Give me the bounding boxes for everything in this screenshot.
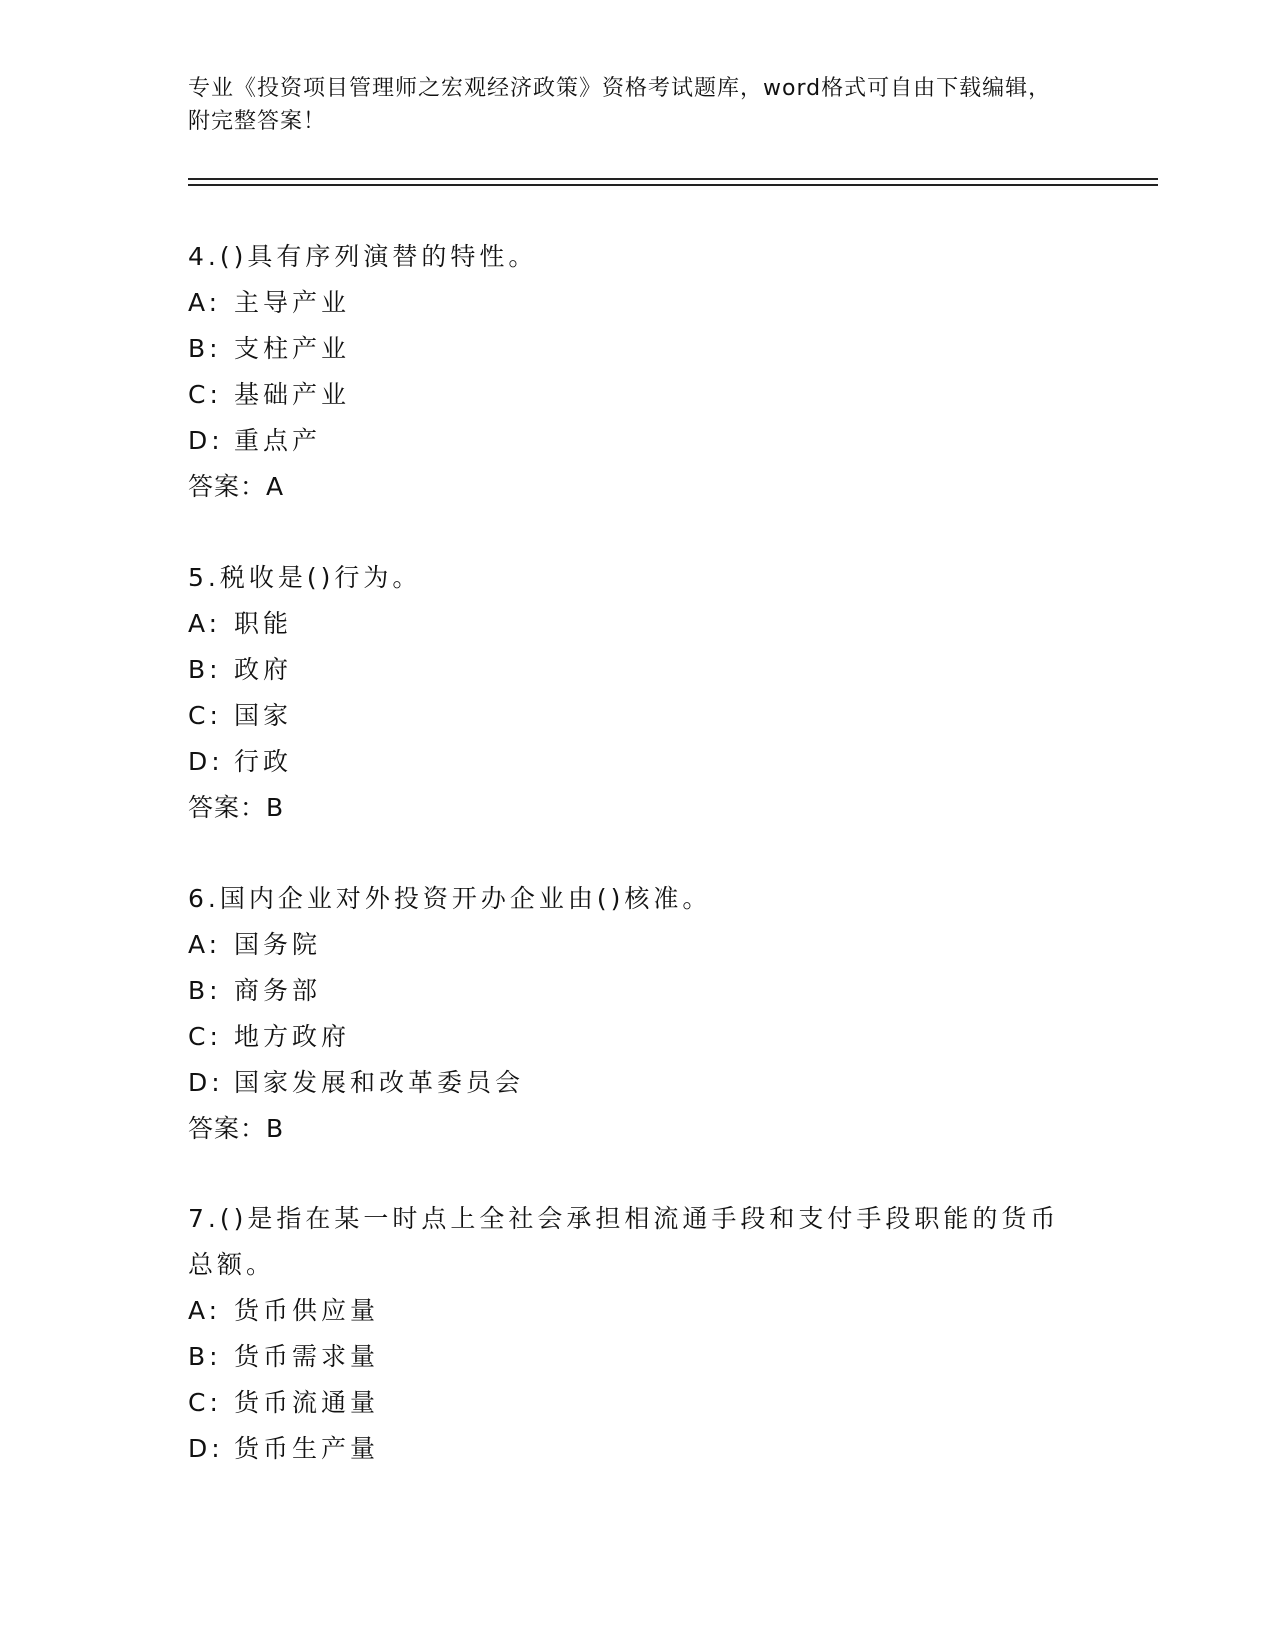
option-b (188, 647, 1068, 693)
answer-line: 答案：A (188, 472, 285, 501)
option-a (188, 280, 1068, 326)
option-text: 职能 (234, 609, 293, 638)
option-text: 重点产 (234, 426, 322, 455)
option-key: A: (188, 930, 222, 959)
option-d (188, 1426, 1068, 1472)
question-5 (188, 555, 1068, 831)
option-text: 货币需求量 (234, 1342, 380, 1371)
option-text: 国务院 (234, 930, 322, 959)
option-d (188, 418, 1068, 464)
answer-line: 答案：B (188, 793, 285, 822)
option-c (188, 1014, 1068, 1060)
option-text: 货币供应量 (234, 1296, 380, 1325)
option-text: 行政 (234, 747, 293, 776)
question-6 (188, 876, 1068, 1152)
option-text: 主导产业 (234, 288, 351, 317)
option-d (188, 1060, 1068, 1106)
question-7 (188, 1196, 1068, 1472)
option-key: B: (188, 655, 222, 684)
option-text: 地方政府 (234, 1022, 351, 1051)
option-key: D: (188, 1068, 224, 1097)
option-text: 政府 (234, 655, 293, 684)
option-b (188, 968, 1068, 1014)
option-key: B: (188, 334, 222, 363)
option-key: B: (188, 1342, 222, 1371)
option-key: C: (188, 380, 222, 409)
header-rule-top (188, 178, 1158, 180)
option-b (188, 326, 1068, 372)
option-d (188, 739, 1068, 785)
option-key: D: (188, 747, 224, 776)
option-key: D: (188, 1434, 224, 1463)
question-stem: 4.()具有序列演替的特性。 (188, 242, 538, 271)
option-c (188, 1380, 1068, 1426)
option-key: C: (188, 701, 222, 730)
question-4 (188, 234, 1068, 510)
option-c (188, 372, 1068, 418)
option-b (188, 1334, 1068, 1380)
option-key: C: (188, 1022, 222, 1051)
answer-line: 答案：B (188, 1114, 285, 1143)
option-text: 基础产业 (234, 380, 351, 409)
option-text: 货币流通量 (234, 1388, 380, 1417)
question-stem: 5.税收是()行为。 (188, 563, 422, 592)
option-text: 支柱产业 (234, 334, 351, 363)
option-key: C: (188, 1388, 222, 1417)
option-text: 商务部 (234, 976, 322, 1005)
option-a (188, 1288, 1068, 1334)
document-header: 专业《投资项目管理师之宏观经济政策》资格考试题库，word格式可自由下载编辑，附完整答案！ (188, 76, 1052, 134)
option-text: 国家发展和改革委员会 (234, 1068, 525, 1097)
option-c (188, 693, 1068, 739)
option-text: 国家 (234, 701, 293, 730)
question-stem: 7.()是指在某一时点上全社会承担相流通手段和支付手段职能的货币总额。 (188, 1204, 1060, 1279)
option-key: A: (188, 288, 222, 317)
option-a (188, 601, 1068, 647)
option-key: A: (188, 609, 222, 638)
option-key: A: (188, 1296, 222, 1325)
option-a (188, 922, 1068, 968)
question-stem: 6.国内企业对外投资开办企业由()核准。 (188, 884, 712, 913)
header-rule-bottom (188, 184, 1158, 186)
option-key: B: (188, 976, 222, 1005)
option-key: D: (188, 426, 224, 455)
option-text: 货币生产量 (234, 1434, 380, 1463)
